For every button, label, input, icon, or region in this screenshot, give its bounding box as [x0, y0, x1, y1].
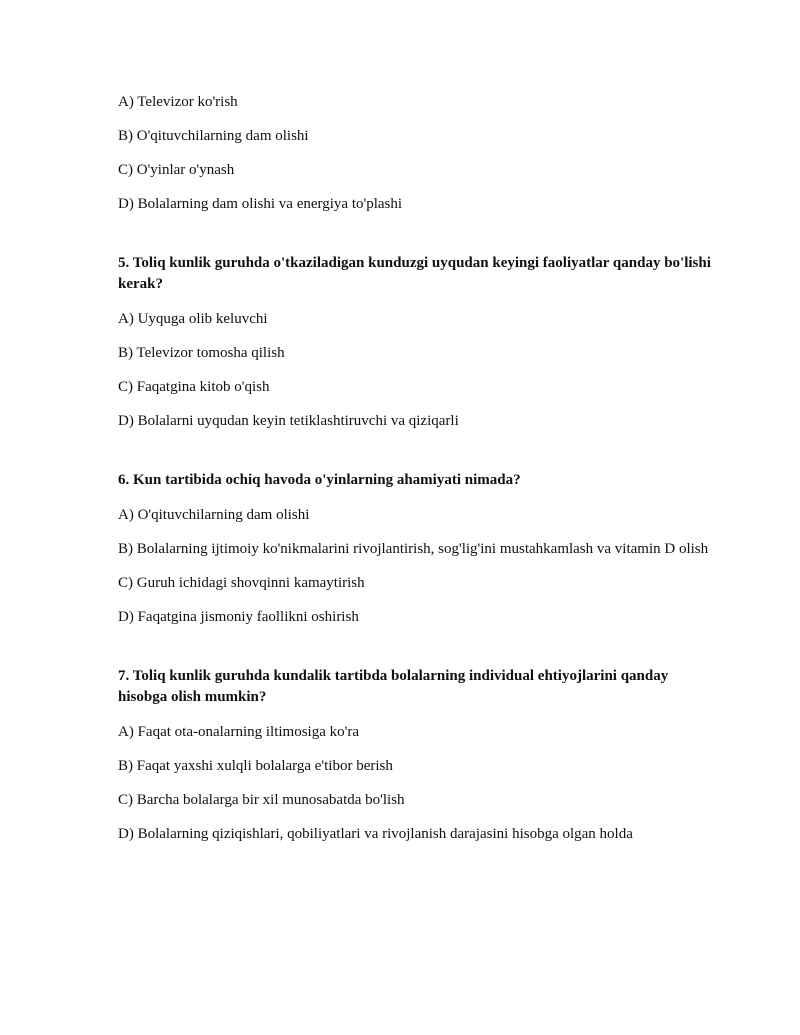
question-title: 7. Toliq kunlik guruhda kundalik tartibda bolalarning individual ehtiyojlarini qanday hisobga olish mumkin?: [118, 668, 669, 705]
previous-question-options: [118, 92, 720, 215]
option-d: D) Faqatgina jismoniy faollikni oshirish: [118, 609, 359, 625]
question-title: 6. Kun tartibida ochiq havoda o'yinlarning ahamiyati nimada?: [118, 472, 521, 488]
option-a: A) O'qituvchilarning dam olishi: [118, 507, 310, 523]
option-c: C) Barcha bolalarga bir xil munosabatda bo'lish: [118, 792, 405, 808]
option-b: B) Bolalarning ijtimoiy ko'nikmalarini rivojlantirish, sog'lig'ini mustahkamlash va vitamin D olish: [118, 541, 709, 557]
option-a: A) Uyquga olib keluvchi: [118, 311, 268, 327]
option-b: B) O'qituvchilarning dam olishi: [118, 128, 309, 144]
option-b: B) Faqat yaxshi xulqli bolalarga e'tibor berish: [118, 758, 393, 774]
question-5: [118, 253, 720, 432]
option-a: A) Televizor ko'rish: [118, 94, 238, 110]
question-6: [118, 470, 720, 628]
option-d: D) Bolalarning dam olishi va energiya to'plashi: [118, 196, 403, 212]
option-c: C) Guruh ichidagi shovqinni kamaytirish: [118, 575, 365, 591]
option-c: C) O'yinlar o'ynash: [118, 162, 235, 178]
question-7: [118, 666, 720, 845]
option-a: A) Faqat ota-onalarning iltimosiga ko'ra: [118, 724, 359, 740]
option-c: C) Faqatgina kitob o'qish: [118, 379, 270, 395]
question-title: 5. Toliq kunlik guruhda o'tkaziladigan kunduzgi uyqudan keyingi faoliyatlar qanday bo'lishi kerak?: [118, 255, 711, 292]
option-d: D) Bolalarni uyqudan keyin tetiklashtiruvchi va qiziqarli: [118, 413, 459, 429]
option-b: B) Televizor tomosha qilish: [118, 345, 285, 361]
option-d: D) Bolalarning qiziqishlari, qobiliyatlari va rivojlanish darajasini hisobga olgan holda: [118, 826, 633, 842]
